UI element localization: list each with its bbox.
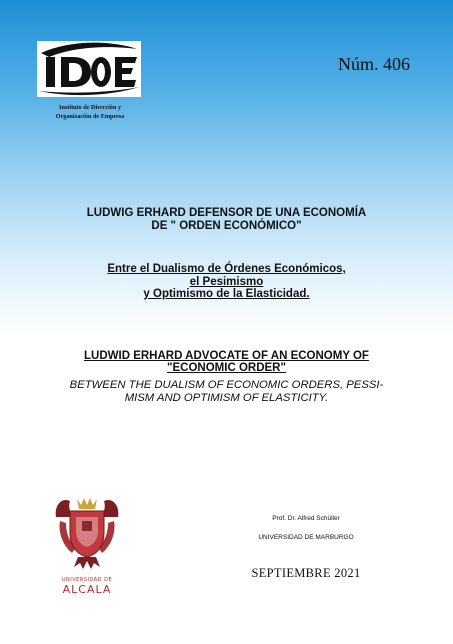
author-name: Prof. Dr. Alfred Schüller [272,515,340,522]
university-crest [48,487,126,602]
crest-text-bottom: ALCALA [62,583,112,596]
spanish-title-line-2: DE " ORDEN ECONÓMICO" [151,220,302,232]
institute-name [28,103,152,121]
spanish-subtitle-line-1: Entre el Dualismo de Órdenes Económicos, [107,263,346,275]
institute-line-1: Instituto de Dirección y [59,104,121,111]
idoe-logo-graphic [37,41,141,97]
spanish-title-line-1: LUDWIG ERHARD DEFENSOR DE UNA ECONOMÍA [86,207,367,219]
english-subtitle-line-1: BETWEEN THE DUALISM OF ECONOMIC ORDERS, PESSI- [69,379,384,391]
spanish-subtitle [0,263,453,301]
spanish-subtitle-line-3: y Optimismo de la Elasticidad. [143,288,310,300]
issue-number: Núm. 406 [338,54,410,74]
english-title-line-2: "ECONOMIC ORDER" [167,362,286,374]
idoe-logo [37,41,141,97]
spanish-title [0,207,453,233]
spanish-subtitle-line-2: el Pesimismo [189,275,264,288]
alcala-crest-graphic [48,487,126,602]
svg-text:IDOE: IDOE [37,41,40,42]
author-university: UNIVERSIDAD DE MARBURGO [258,534,354,541]
english-title-line-1: LUDWID ERHARD ADVOCATE OF AN ECONOMY OF [84,350,369,362]
english-subtitle [0,379,453,404]
crest-text-top: UNIVERSIDAD DE [61,577,113,583]
english-subtitle-line-2: MISM AND OPTIMISM OF ELASTICITY. [124,391,329,404]
english-title [0,350,453,374]
publication-date: SEPTIEMBRE 2021 [251,566,361,580]
institute-line-2: Organización de Empresa [55,113,125,120]
